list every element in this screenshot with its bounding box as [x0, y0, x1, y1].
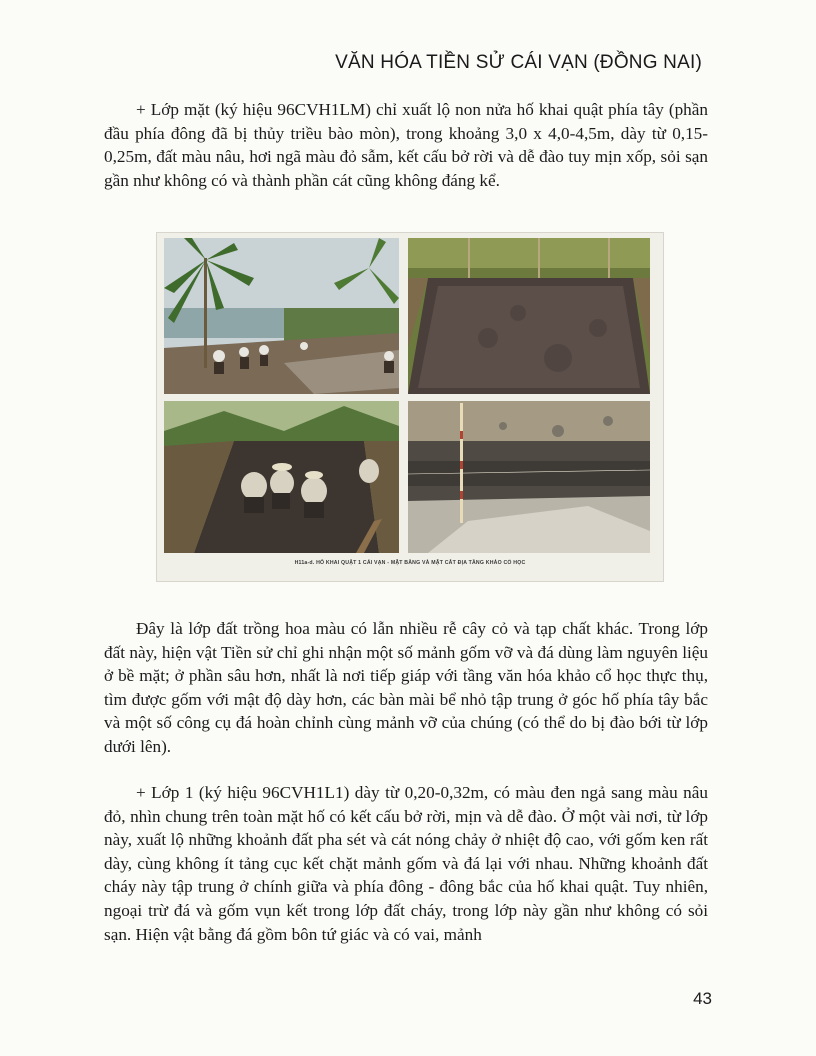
paragraph-topsoil-description: Đây là lớp đất trồng hoa màu có lẫn nhiều rễ cây cỏ và tạp chất khác. Trong lớp đất này, hiện vật Tiền sử chỉ ghi nhận một số mảnh gốm vỡ và đá dùng làm nguyên liệu ở bề mặt; ở phần sâu hơn, nhất là nơi tiếp giáp với tầng văn hóa khảo cổ học thực thụ, tìm được gốm với mật độ dày hơn, các bàn mài bể nhỏ tập trung ở góc hố phía tây bắc và một số công cụ đá hoàn chỉnh cùng mảnh vỡ của chúng (có thể do bị đào bới từ lớp dưới lên). [104, 619, 708, 756]
excavators-in-pit-photo [164, 401, 399, 553]
photo-figure [156, 232, 664, 582]
excavation-site-palms-photo [164, 238, 399, 394]
figure-caption: H11a-d. HỐ KHAI QUẬT 1 CÁI VẠN - MẶT BẰNG VÀ MẶT CẮT ĐỊA TẦNG KHẢO CỔ HỌC [294, 560, 526, 566]
paragraph-surface-layer: + Lớp mặt (ký hiệu 96CVH1LM) chỉ xuất lộ non nửa hố khai quật phía tây (phần đầu phía đông đã bị thủy triều bào mòn), trong khoảng 3,0 x 4,0-4,5m, dày từ 0,15-0,25m, đất màu nâu, hơi ngã màu đỏ sẫm, kết cấu bở rời và dễ đào tuy mịn xốp, sỏi sạn gần như không có và thành phần cát cũng không đáng kể. [104, 100, 708, 190]
running-header: VĂN HÓA TIỀN SỬ CÁI VẠN (ĐỒNG NAI) [335, 52, 702, 73]
page-number: 43 [693, 989, 712, 1008]
excavation-pit-floor-photo [408, 238, 650, 394]
stratigraphic-section-photo [408, 401, 650, 553]
paragraph-layer-1: + Lớp 1 (ký hiệu 96CVH1L1) dày từ 0,20-0,32m, có màu đen ngả sang màu nâu đỏ, nhìn chung trên toàn mặt hố có kết cấu bở rời, mịn và dễ đào. Ở một vài nơi, từ lớp này, xuất lộ những khoảnh đất pha sét và cát nóng chảy ở nhiệt độ cao, với gốm ken rất dày, cùng không ít tảng cục kết chặt mảnh gốm và đá lại với nhau. Những khoảnh đất cháy này tập trung ở chính giữa và phía đông - đông bắc của hố khai quật. Tuy nhiên, ngoại trừ đá và gốm vụn kết trong lớp đất cháy, trong lớp này gần như không có sỏi sạn. Hiện vật bằng đá gồm bôn tứ giác và có vai, mảnh [104, 783, 708, 944]
